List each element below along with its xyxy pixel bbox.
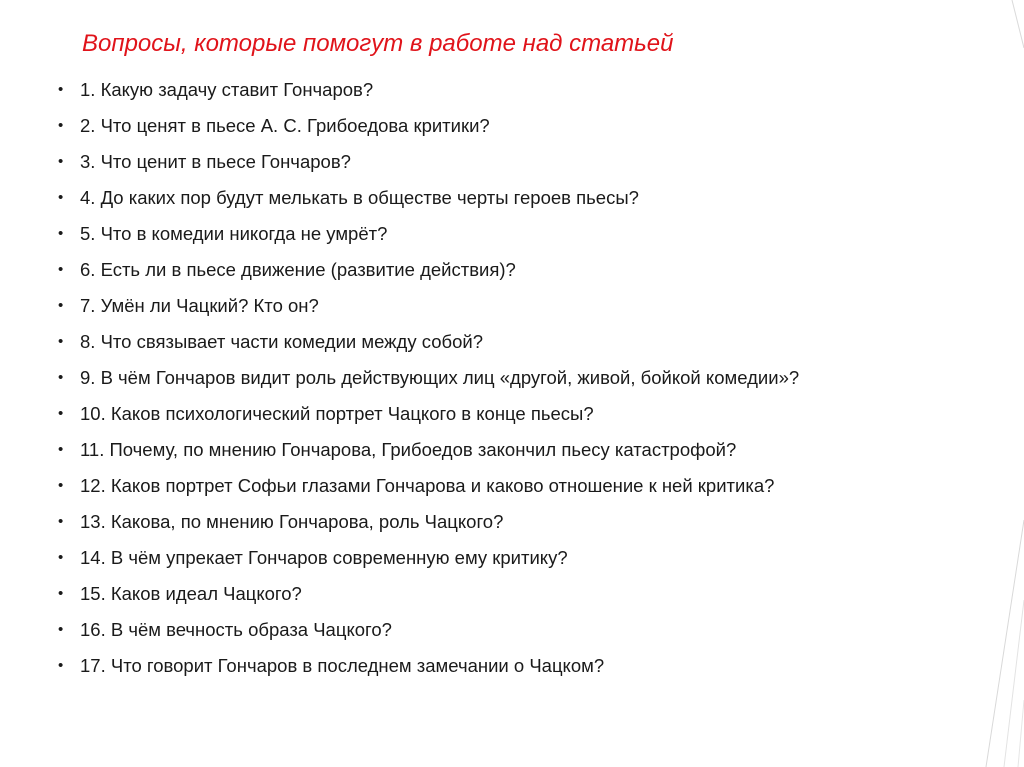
question-text: 2. Что ценят в пьесе А. С. Грибоедова критики? [80, 115, 490, 136]
bullet-point: • [58, 585, 64, 602]
question-item [58, 432, 799, 468]
question-text: 14. В чём упрекает Гончаров современную ему критику? [80, 547, 568, 568]
corner-decoration [974, 0, 1024, 767]
bullet-point: • [58, 477, 64, 494]
question-item [58, 504, 799, 540]
question-item [58, 396, 799, 432]
question-item [58, 216, 799, 252]
question-item [58, 648, 799, 684]
question-text: 9. В чём Гончаров видит роль действующих лиц «другой, живой, бойкой комедии»? [80, 367, 800, 388]
question-item [58, 324, 799, 360]
bullet-point: • [58, 81, 64, 98]
question-text: 7. Умён ли Чацкий? Кто он? [80, 295, 319, 316]
question-text: 13. Какова, по мнению Гончарова, роль Чацкого? [80, 511, 504, 532]
question-item [58, 288, 799, 324]
question-text: 8. Что связывает части комедии между собой? [80, 331, 483, 352]
question-item [58, 360, 799, 396]
question-text: 15. Каков идеал Чацкого? [80, 583, 302, 604]
question-item [58, 540, 799, 576]
questions-list [58, 72, 799, 684]
bullet-point: • [58, 657, 64, 674]
question-text: 3. Что ценит в пьесе Гончаров? [80, 151, 351, 172]
bullet-point: • [58, 513, 64, 530]
bullet-point: • [58, 189, 64, 206]
question-item [58, 72, 799, 108]
question-text: 1. Какую задачу ставит Гончаров? [80, 79, 374, 100]
bullet-point: • [58, 333, 64, 350]
bullet-point: • [58, 621, 64, 638]
question-item [58, 612, 799, 648]
question-item [58, 180, 799, 216]
question-text: 17. Что говорит Гончаров в последнем замечании о Чацком? [80, 655, 605, 676]
question-item [58, 576, 799, 612]
question-text: 5. Что в комедии никогда не умрёт? [80, 223, 388, 244]
bullet-point: • [58, 549, 64, 566]
question-item [58, 252, 799, 288]
question-text: 6. Есть ли в пьесе движение (развитие действия)? [80, 259, 516, 280]
bullet-point: • [58, 297, 64, 314]
question-item [58, 144, 799, 180]
bullet-point: • [58, 225, 64, 242]
bullet-point: • [58, 117, 64, 134]
question-text: 11. Почему, по мнению Гончарова, Грибоедов закончил пьесу катастрофой? [80, 439, 737, 460]
bullet-point: • [58, 153, 64, 170]
question-text: 4. До каких пор будут мелькать в обществе черты героев пьесы? [80, 187, 639, 208]
bullet-point: • [58, 405, 64, 422]
question-item [58, 108, 799, 144]
question-item [58, 468, 799, 504]
bullet-point: • [58, 441, 64, 458]
slide-title: Вопросы, которые помогут в работе над статьей [82, 30, 674, 57]
bullet-point: • [58, 369, 64, 386]
question-text: 16. В чём вечность образа Чацкого? [80, 619, 392, 640]
bullet-point: • [58, 261, 64, 278]
question-text: 12. Каков портрет Софьи глазами Гончарова и каково отношение к ней критика? [80, 475, 775, 496]
question-text: 10. Каков психологический портрет Чацкого в конце пьесы? [80, 403, 594, 424]
